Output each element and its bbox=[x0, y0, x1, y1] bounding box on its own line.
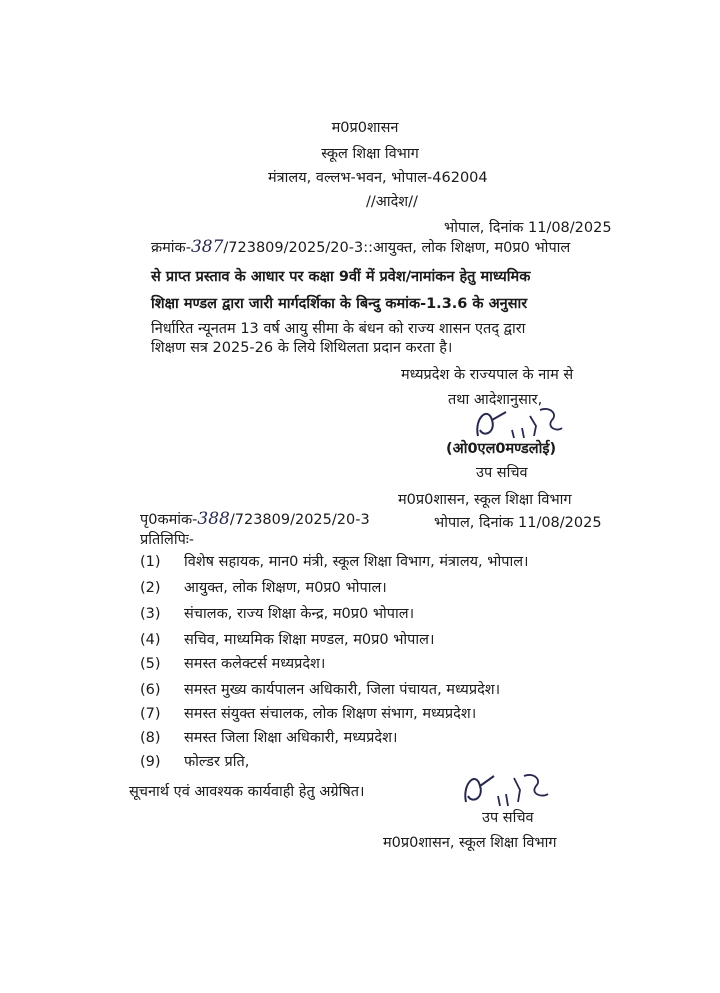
recipient-item: (9) फोल्डर प्रति, bbox=[140, 754, 250, 770]
signatory-title: उप सचिव bbox=[476, 465, 528, 481]
copy-label: प्रतिलिपिः- bbox=[140, 532, 195, 548]
endorsement-number-line bbox=[140, 509, 370, 530]
recipient-item: (2) आयुक्त, लोक शिक्षण, म0प्र0 भोपाल। bbox=[140, 580, 387, 596]
header-govt: म0प्र0शासन bbox=[331, 120, 399, 136]
endorsement-department: म0प्र0शासन, स्कूल शिक्षा विभाग bbox=[398, 492, 572, 508]
governor-line: मध्यप्रदेश के राज्यपाल के नाम से bbox=[401, 367, 574, 383]
endorsement-number-suffix: /723809/2025/20-3 bbox=[229, 512, 370, 528]
signatory-department-2: म0प्र0शासन, स्कूल शिक्षा विभाग bbox=[383, 835, 557, 851]
endorsement-date: भोपाल, दिनांक 11/08/2025 bbox=[434, 515, 602, 531]
order-body-line: निर्धारित न्यूनतम 13 वर्ष आयु सीमा के बंधन को राज्य शासन एतद् द्वारा bbox=[151, 321, 526, 337]
order-by-line: तथा आदेशानुसार, bbox=[448, 392, 543, 408]
header-department: स्कूल शिक्षा विभाग bbox=[321, 146, 419, 162]
order-title: //आदेश// bbox=[366, 194, 418, 210]
recipient-item: (5) समस्त कलेक्टर्स मध्यप्रदेश। bbox=[140, 656, 326, 672]
order-body-line: शिक्षण सत्र 2025-26 के लिये शिथिलता प्रदान करता है। bbox=[151, 340, 453, 356]
recipient-item: (1) विशेष सहायक, मान0 मंत्री, स्कूल शिक्षा विभाग, मंत्रालय, भोपाल। bbox=[140, 554, 529, 570]
signatory-title-2: उप सचिव bbox=[482, 810, 534, 826]
closing-line: सूचनार्थ एवं आवश्यक कार्यवाही हेतु अग्रेषित। bbox=[129, 784, 365, 800]
order-body-line: से प्राप्त प्रस्ताव के आधार पर कक्षा 9वीं में प्रवेश/नामांकन हेतु माध्यमिक bbox=[151, 269, 531, 285]
recipient-item: (6) समस्त मुख्य कार्यपालन अधिकारी, जिला पंचायत, मध्यप्रदेश। bbox=[140, 682, 501, 698]
endorsement-number-handwritten: 388 bbox=[197, 509, 230, 529]
recipient-item: (7) समस्त संयुक्त संचालक, लोक शिक्षण संभाग, मध्यप्रदेश। bbox=[140, 706, 477, 722]
order-number-line bbox=[151, 237, 570, 258]
signatory-name: (ओ0एल0मण्डलोई) bbox=[446, 441, 557, 457]
order-body-line: शिक्षा मण्डल द्वारा जारी मार्गदर्शिका के बिन्दु कमांक-1.3.6 के अनुसार bbox=[151, 296, 528, 312]
recipient-item: (4) सचिव, माध्यमिक शिक्षा मण्डल, म0प्र0 भोपाल। bbox=[140, 632, 435, 648]
recipient-item: (3) संचालक, राज्य शिक्षा केन्द्र, म0प्र0 भोपाल। bbox=[140, 606, 415, 622]
header-address: मंत्रालय, वल्लभ-भवन, भोपाल-462004 bbox=[268, 170, 488, 186]
endorsement-number-prefix: पृ0कमांक- bbox=[140, 512, 198, 528]
order-number-suffix: /723809/2025/20-3::आयुक्त, लोक शिक्षण, म0प्र0 भोपाल bbox=[223, 240, 571, 256]
order-date: भोपाल, दिनांक 11/08/2025 bbox=[444, 220, 612, 236]
order-number-handwritten: 387 bbox=[190, 237, 224, 257]
recipient-item: (8) समस्त जिला शिक्षा अधिकारी, मध्यप्रदेश। bbox=[140, 730, 398, 746]
order-number-prefix: क्रमांक- bbox=[151, 240, 191, 256]
